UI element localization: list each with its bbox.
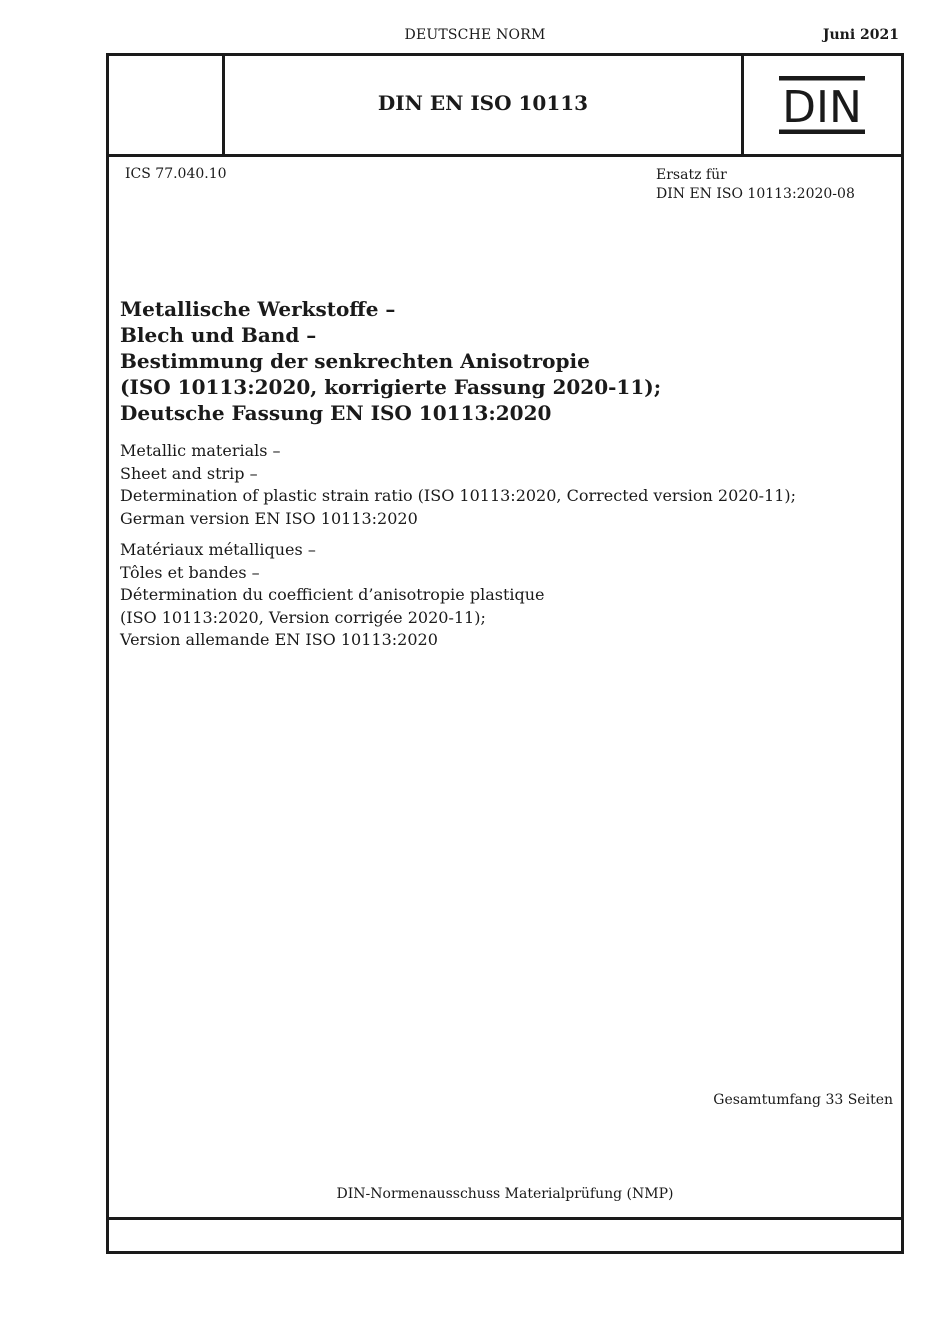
title-en-line: Metallic materials – [120,441,281,460]
title-de-line: Blech und Band – [120,323,317,347]
replaces-block [656,166,855,204]
title-fr-line: Détermination du coefficient d’anisotropie plastique [120,585,545,604]
title-fr-line: Matériaux métalliques – [120,540,316,559]
title-en-line: German version EN ISO 10113:2020 [120,508,418,528]
cover-frame [106,53,904,1254]
title-fr-line: Version allemande EN ISO 10113:2020 [120,630,438,649]
title-de-line: (ISO 10113:2020, korrigierte Fassung 2020-11); [120,375,662,399]
svg-text:DIN: DIN [782,82,862,133]
ics-code: ICS 77.040.10 [125,166,227,182]
title-german [120,296,890,426]
title-en-line: Determination of plastic strain ratio (ISO 10113:2020, Corrected version 2020-11); [120,486,797,505]
committee-name: DIN-Normenausschuss Materialprüfung (NMP) [336,1186,674,1202]
replaces-value: DIN EN ISO 10113:2020-08 [656,186,855,202]
bottom-divider [109,1217,901,1220]
title-en-line: Sheet and strip – [120,463,258,483]
replaces-label: Ersatz für [656,167,727,183]
title-de-line: Metallische Werkstoffe – [120,297,396,321]
title-de-line: Bestimmung der senkrechten Anisotropie [120,349,590,373]
standard-number: DIN EN ISO 10113 [377,91,589,115]
din-logo-icon [779,76,865,134]
title-english [120,440,890,530]
header-row [109,56,901,157]
title-de-line: Deutsche Fassung EN ISO 10113:2020 [120,401,552,425]
total-pages: Gesamtumfang 33 Seiten [713,1092,893,1108]
title-fr-line: (ISO 10113:2020, Version corrigée 2020-11); [120,607,486,627]
document-type-label: DEUTSCHE NORM [404,27,546,43]
header-divider-right [741,56,744,154]
publication-date: Juni 2021 [822,27,899,43]
title-fr-line: Tôles et bandes – [120,562,260,582]
title-french [120,539,890,652]
